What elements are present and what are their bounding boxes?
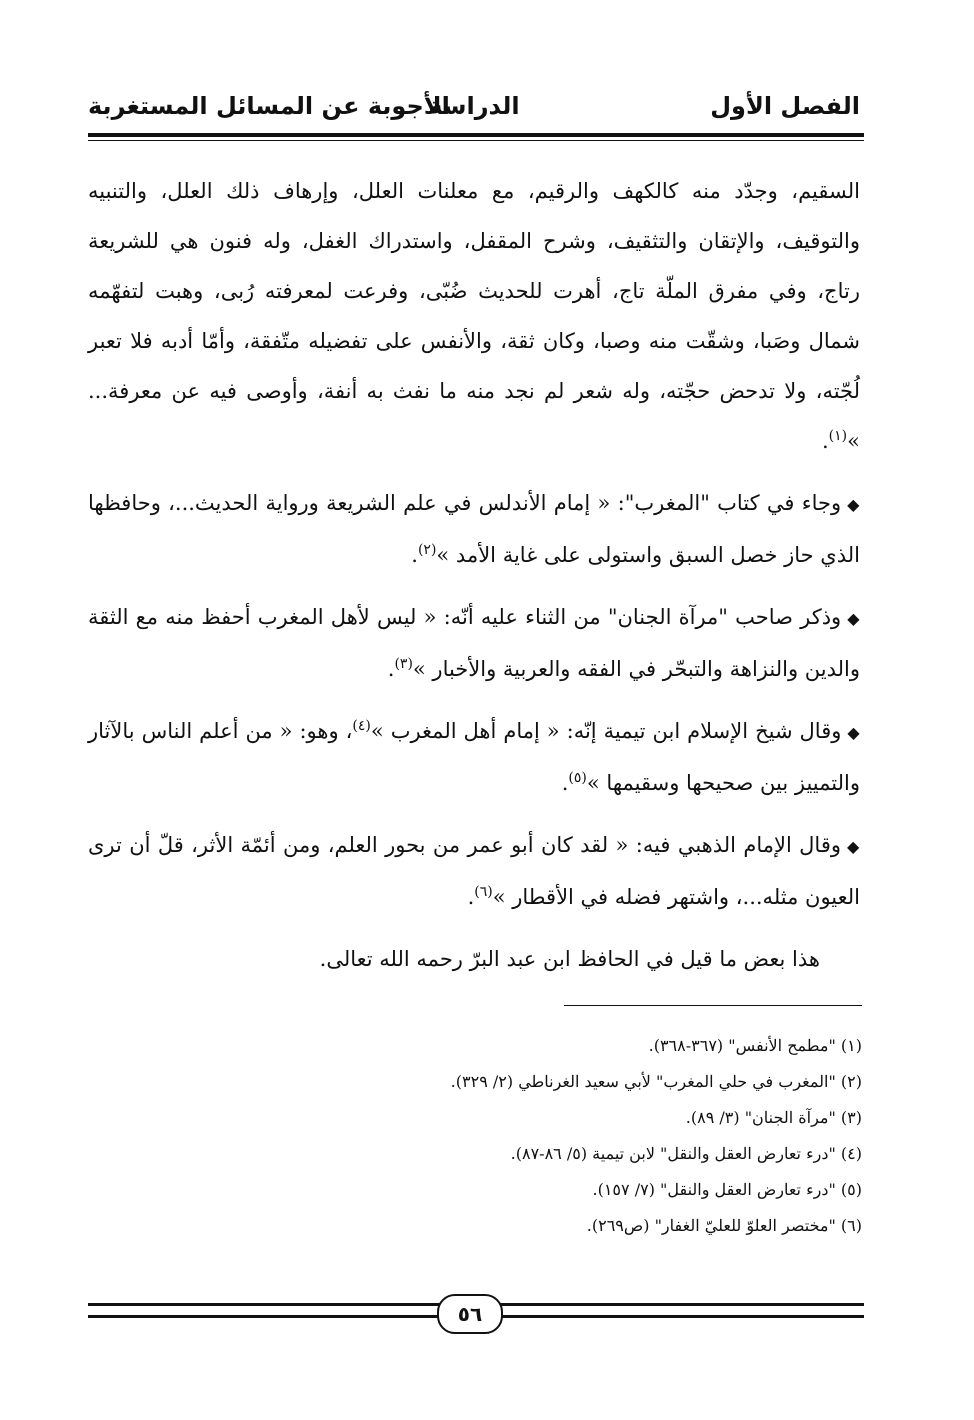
footnote-ref: (١) xyxy=(828,428,848,444)
diamond-bullet-icon: ◆ xyxy=(847,723,861,742)
footnotes xyxy=(162,1028,862,1244)
footnote: (٤) "درء تعارض العقل والنقل" لابن تيمية (٥/ ٨٦-٨٧). xyxy=(510,1144,862,1163)
section-title: الدراسة xyxy=(428,92,520,120)
paragraph-text: وقال شيخ الإسلام ابن تيمية إنّه: « إمام أهل المغرب » xyxy=(370,719,842,743)
body-text xyxy=(88,166,860,984)
paragraph: ◆وذكر صاحب "مرآة الجنان" من الثناء عليه أنّه: « ليس لأهل المغرب أحفظ منه مع الثقة والدين والنزاهة والتبحّر في الفقه والعربية والأخبار »$^{(٣)}$. xyxy=(88,605,860,681)
closing-paragraph xyxy=(88,934,860,984)
paragraph-text: السقيم، وجدّد منه كالكهف والرقيم، مع معلنات العلل، وإرهاف ذلك العلل، والتنبيه والتوقيف، والإتقان والتثقيف، وشرح المقفل، واستدراك الغفل، وله فنون هي للشريعة رتاج، وفي مفرق الملّة تاج، أهرت للحديث ضُبّى، وفرعت لمعرفته رُبى، وهبت لتفهّمه شمال وصَبا، وشقّت منه وصبا، وكان ثقة، والأنفس على تفضيله متّفقة، وأمّا أدبه فلا تعبر لُجّته، ولا تدحض حجّته، وله شعر لم نجد منه ما نفث به أنفة، وأوصى فيه عن معرفة... » xyxy=(88,179,860,453)
header-rule-thin xyxy=(88,140,864,141)
footnote-ref: (٦) xyxy=(474,884,493,900)
footnote-ref: (٣) xyxy=(394,656,413,672)
footnote-ref: (٤) xyxy=(352,718,371,734)
footnote-ref: (٢) xyxy=(417,542,437,558)
running-header xyxy=(88,92,860,132)
header-rule-thick xyxy=(88,133,864,137)
paragraph: السقيم، وجدّد منه كالكهف والرقيم، مع معلنات العلل، وإرهاف ذلك العلل، والتنبيه والتوقيف، والإتقان والتثقيف، وشرح المقفل، واستدراك الغفل، وله فنون هي للشريعة رتاج، وفي مفرق الملّة تاج، أهرت للحديث ضُبّى، وفرعت لمعرفته رُبى، وهبت لتفهّمه شمال وصَبا، وشقّت منه وصبا، وكان ثقة، والأنفس على تفضيله متّفقة، وأمّا أدبه فلا تعبر لُجّته، ولا تدحض حجّته، وله شعر لم نجد منه ما نفث به أنفة، وأوصى فيه عن معرفة... »$^{(١)}$. xyxy=(88,179,860,453)
chapter-title: الفصل الأول xyxy=(710,92,860,120)
paragraph-text: هذا بعض ما قيل في الحافظ ابن عبد البرّ رحمه الله تعالى. xyxy=(319,947,820,971)
paragraph: ◆وقال الإمام الذهبي فيه: « لقد كان أبو عمر من بحور العلم، ومن أئمّة الأثر، قلّ أن ترى العيون مثله...، واشتهر فضله في الأقطار »$^{(٦)}$. xyxy=(88,833,861,909)
page-number: ٥٦ xyxy=(437,1294,503,1334)
diamond-bullet-icon: ◆ xyxy=(847,609,860,628)
footnote-separator xyxy=(564,1005,862,1006)
diamond-bullet-icon: ◆ xyxy=(847,495,860,514)
paragraph: ◆وجاء في كتاب "المغرب": « إمام الأندلس في علم الشريعة ورواية الحديث...، وحافظها الذي حاز خصل السبق واستولى على غاية الأمد »$^{(٢)}$. xyxy=(88,491,860,567)
footnote: (٢) "المغرب في حلي المغرب" لأبي سعيد الغرناطي (٢/ ٣٢٩). xyxy=(450,1072,862,1091)
paragraph-text: ، وهو: « من أعلم الناس بالآثار والتمييز بين صحيحها وسقيمها » xyxy=(88,719,860,795)
paragraph-text: وذكر صاحب "مرآة الجنان" من الثناء عليه أنّه: « ليس لأهل المغرب أحفظ منه مع الثقة والدين والنزاهة والتبحّر في الفقه والعربية والأخبار » xyxy=(88,605,860,681)
book-title: الأجوبة عن المسائل المستغربة xyxy=(88,92,450,120)
footnote-ref: (٥) xyxy=(568,770,587,786)
footnote: (١) "مطمح الأنفس" (٣٦٧-٣٦٨). xyxy=(648,1036,862,1055)
paragraph: ◆وقال شيخ الإسلام ابن تيمية إنّه: « إمام أهل المغرب »$^{(٤)}$، وهو: « من أعلم الناس بالآثار والتمييز بين صحيحها وسقيمها »$^{(٥)}$. xyxy=(88,718,861,795)
diamond-bullet-icon: ◆ xyxy=(847,837,861,856)
footnote: (٣) "مرآة الجنان" (٣/ ٨٩). xyxy=(685,1108,862,1127)
footnote: (٥) "درء تعارض العقل والنقل" (٧/ ١٥٧). xyxy=(592,1180,862,1199)
paragraph-text: وجاء في كتاب "المغرب": « إمام الأندلس في علم الشريعة ورواية الحديث...، وحافظها الذي حاز خصل السبق واستولى على غاية الأمد » xyxy=(88,491,860,567)
footnote: (٦) "مختصر العلوّ للعليّ الغفار" (ص٢٦٩). xyxy=(586,1216,862,1235)
paragraph-text: وقال الإمام الذهبي فيه: « لقد كان أبو عمر من بحور العلم، ومن أئمّة الأثر، قلّ أن ترى العيون مثله...، واشتهر فضله في الأقطار » xyxy=(88,833,860,909)
